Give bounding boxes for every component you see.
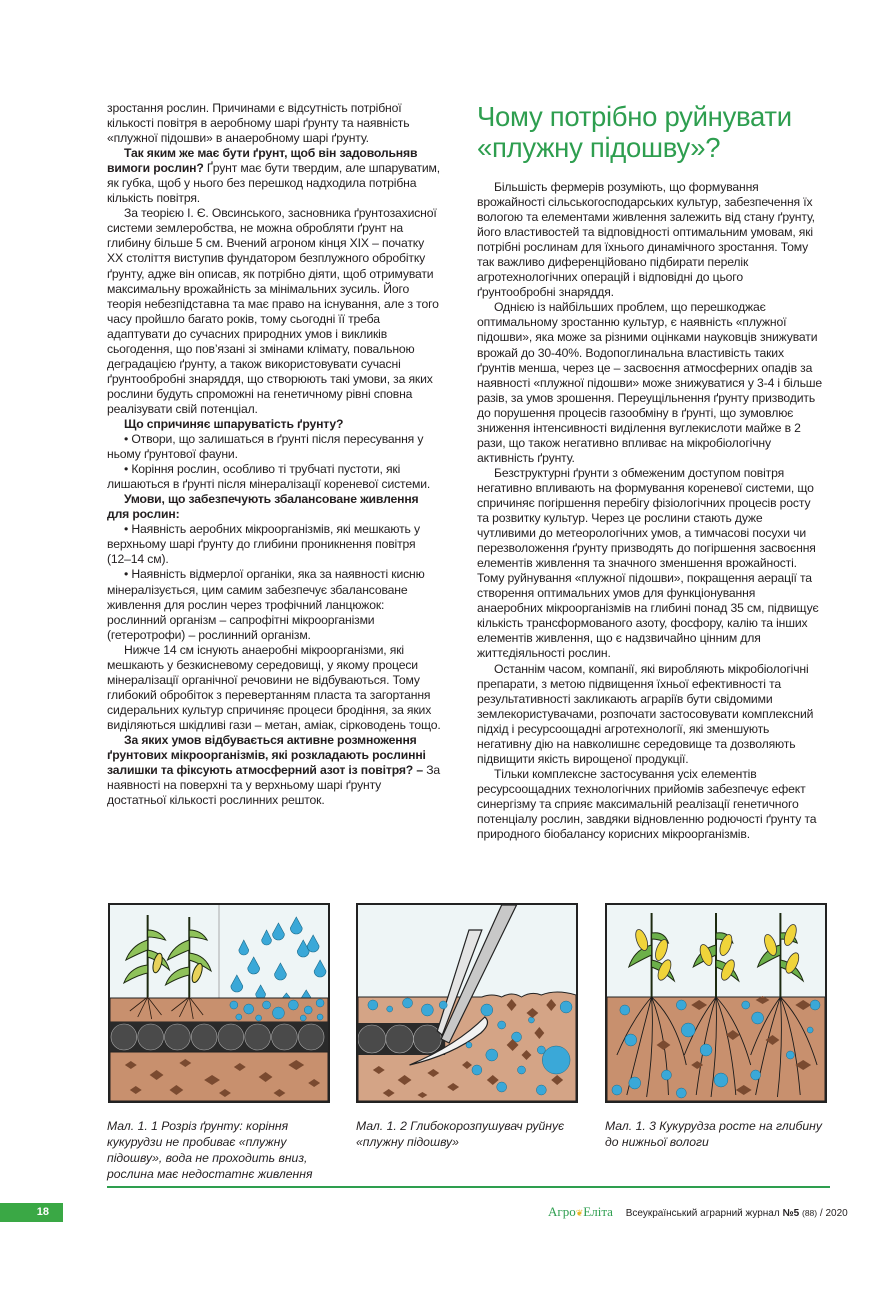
section-title: Чому потрібно руйнувати «плужну підошву»? — [477, 101, 792, 163]
paragraph: Однією із найбільших проблем, що перешкоджає оптимальному зростанню культур, є наявність «плужної підошви», яка може за різними оцінками науковців знижувати врожай до 30-40%. Водопоглинальна властивість таких ґрунтів менша, через це – засвоєння атмосферних опадів за наявності «плужної підошви» може знижуватися у 3-4 і більше разів, за умов зрошення. Переущільнення ґрунту призводить до порушення процесів газообміну в ґрунті, що зумовлює зниження інтенсивності виділення вуглекислоти майже в 2 рази, що також негативно впливає на мікробіологічну активність ґрунту. — [477, 300, 823, 465]
soil-plow-pan-illustration — [110, 905, 328, 1101]
figure-soil-cross-section — [108, 903, 330, 1103]
paragraph: Більшість фермерів розуміють, що формування врожайності сільськогосподарських культур, забезпечення їх вологою та елементами живлення залежить від стану ґрунту, його властивостей та відповідності оптимальним умовам, які потрібні рослинам для їхнього динамічного зростання. Тому так важливо диференційовано підбирати перелік агротехнологічних операцій і відповідні до цього ґрунтообробні знаряддя. — [477, 180, 815, 300]
subheading-nutrition: Умови, що забезпечують збалансоване живлення для рослин: — [107, 492, 419, 522]
paragraph: Останнім часом, компанії, які виробляють мікробіологічні препарати, з метою підвищення їхньої ефективності та результативності закликають аграріїв бути свідомими землекористувачами, розпочати застосовувати комплексний підхід і ресурсоощадні агротехнології, які зменшують негативну дію на навколишнє середовище та дозволяють підвищити якість вирощеної продукції. — [477, 661, 814, 766]
figure-caption-2: Мал. 1. 2 Глибокорозпушувач руйнує «плужну підошву» — [356, 1119, 565, 1149]
page-number-badge: 18 — [0, 1203, 63, 1222]
question-heading: За яких умов відбувається активне розмноження ґрунтових мікроорганізмів, які розкладають рослинні залишки та фіксують атмосферний азот із повітря? – — [107, 732, 426, 778]
figure-subsoiler — [356, 903, 578, 1103]
right-column — [477, 101, 823, 842]
subsoiler-illustration — [358, 905, 576, 1101]
bullet-item: • Коріння рослин, особливо ті трубчаті пустоти, які лишаються в ґрунті після мінералізації кореневої системи. — [107, 462, 431, 492]
subheading-porosity: Що спричиняє шпаруватість ґрунту? — [124, 416, 344, 431]
paragraph: Нижче 14 см існують анаеробні мікроорганізми, які мешкають у безкисневому середовищі, у якому процеси мінералізації органічної речовини не відбуваються. Тому глибокий обробіток з перевертанням пласта та загортання сидеральних культур спричиняє процеси бродіння, за яких виділяються шкідливі гази – метан, аміак, сірководень тощо. — [107, 642, 441, 732]
deep-roots-illustration — [607, 905, 825, 1101]
paragraph: За яких умов відбувається активне розмноження ґрунтових мікроорганізмів, які розкладають рослинні залишки та фіксують атмосферний азот із повітря? – За наявності на поверхні та у верхньому шарі ґрунту достатньої кількості рослинних решток. — [107, 732, 441, 808]
figure-caption-3: Мал. 1. 3 Кукурудза росте на глибину до нижньої вологи — [605, 1119, 822, 1149]
paragraph: зростання рослин. Причинами є відсутність потрібної кількості повітря в аеробному шарі ґрунту та наявність «плужної підошви» в анаеробному шарі ґрунту. — [107, 101, 410, 146]
paragraph: Тільки комплексне застосування усіх елементів ресурсоощадних технологічних прийомів забезпечує ефект синергізму та сприяє максимальній реалізації генетичного потенціалу рослин, завдяки відновленню родючості ґрунту та природного біобалансу корисних мікроорганізмів. — [477, 766, 817, 842]
footer-divider — [107, 1186, 830, 1188]
paragraph: Безструктурні ґрунти з обмеженим доступом повітря негативно впливають на формування кореневої системи, що спричиняє погіршення перебігу фізіологічних процесів росту та розвитку культур. Через це рослини стають дуже чутливими до метеорологічних умов, а тимчасові посухи чи перезволоження ґрунту призводять до погіршення засвоєння елементів живлення та значного зменшення врожайності. Тому руйнування «плужної підошви», покращення аерації та створення оптимальних умов для функціонування анаеробних мікроорганізмів на глибині понад 35 см, підвищує кількість трансформованого азоту, фосфору, калію та інших елементів живлення, що є надзвичайно цінним для життєдіяльності рослин. — [477, 465, 819, 661]
paragraph: За теорією І. Є. Овсинського, засновника ґрунтозахисної системи землеробства, не можна обробляти ґрунт на глибину більше 5 см. Вчений агроном кінця XIX – початку XX століття виступив фундатором безплужного обробітку ґрунту, адже він описав, як потрібно діяти, щоб отримувати максимальну врожайність за мінімальних зусиль. Його теорія небезпідставна та має право на існування, але з того часу пройшло багато років, тому сьогодні її треба адаптувати до сучасних природних умов і викликів сьогодення, що пов’язані зі змінами клімату, повальною деградацією ґрунту, а також використовувати сучасні ґрунтообробні знаряддя, що створюють такі умови, за яких рослини будуть спроможні на генетичному рівні сповна реалізувати свій потенціал. — [107, 206, 439, 416]
journal-info: Всеукраїнський аграрний журнал №5 (88) / 2020 — [625, 1208, 848, 1219]
figure-deep-roots — [605, 903, 827, 1103]
bullet-item: • Отвори, що залишаться в ґрунті після пересування у ньому ґрунтової фауни. — [107, 432, 424, 462]
brand-logo: Агро❦Еліта — [548, 1204, 613, 1219]
question-heading: Так яким же має бути ґрунт, щоб він задовольняв вимоги рослин? — [107, 146, 418, 176]
bullet-item: • Наявність відмерлої органіки, яка за наявності кисню мінералізується, цим самим забезпечує збалансоване живлення для рослин через трофічний ланцюжок: рослинний організм – сапрофітні мікроорганізми (гетеротрофи) – рослинний організм. — [107, 567, 425, 642]
footer — [548, 1205, 848, 1221]
leaf-icon: ❦ — [575, 1208, 584, 1218]
figure-caption-1: Мал. 1. 1 Розріз ґрунту: коріння кукурудзи не пробиває «плужну підошву», вода не проходить вниз, рослина має недостатнє живлення — [107, 1119, 313, 1181]
bullet-item: • Наявність аеробних мікроорганізмів, які мешкають у верхньому шарі ґрунту до глибини проникнення повітря (12–14 см). — [107, 522, 420, 567]
paragraph: Так яким же має бути ґрунт, щоб він задовольняв вимоги рослин? Ґрунт має бути твердим, але шпаруватим, як губка, щоб у нього без перешкод надходила потрібна кількість повітря. — [107, 146, 441, 206]
left-column — [107, 101, 441, 808]
